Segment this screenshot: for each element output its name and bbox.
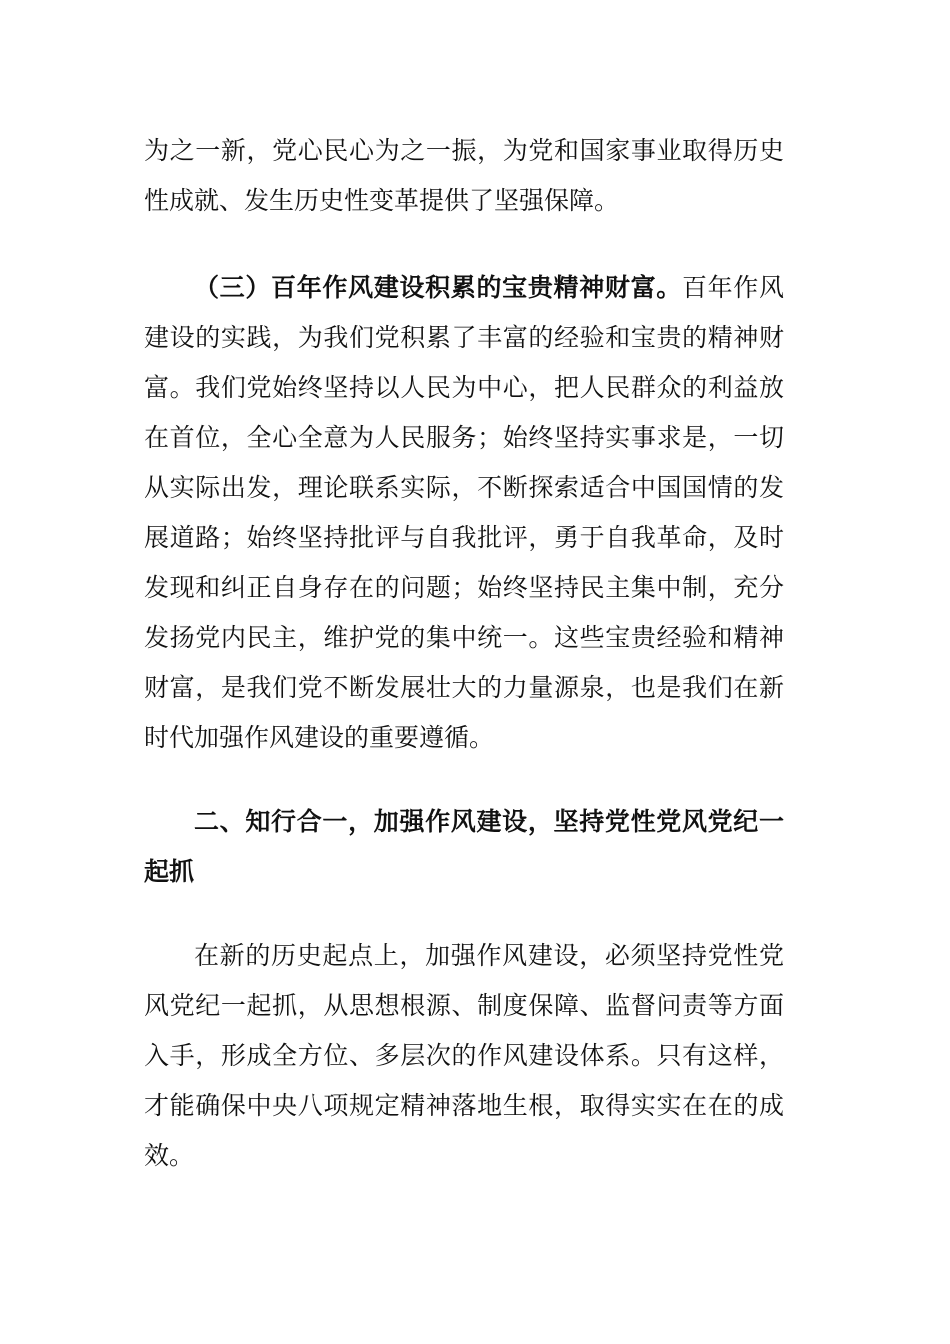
paragraph-body xyxy=(144,931,784,1181)
paragraph-text: 百年作风建设的实践，为我们党积累了丰富的经验和宝贵的精神财富。我们党始终坚持以人民为中心，把人民群众的利益放在首位，全心全意为人民服务；始终坚持实事求是，一切从实际出发，理论联系实际，不断探索适合中国国情的发展道路；始终坚持批评与自我批评，勇于自我革命，及时发现和纠正自身存在的问题；始终坚持民主集中制，充分发扬党内民主，维护党的集中统一。这些宝贵经验和精神财富，是我们党不断发展壮大的力量源泉，也是我们在新时代加强作风建设的重要遵循。 xyxy=(144,273,784,752)
section-heading-inline: （三）百年作风建设积累的宝贵精神财富。 xyxy=(194,273,682,302)
paragraph-section-three xyxy=(144,263,784,763)
section-heading-two xyxy=(144,797,784,897)
paragraph-continuation xyxy=(144,126,784,226)
paragraph-text: 在新的历史起点上，加强作风建设，必须坚持党性党风党纪一起抓，从思想根源、制度保障、监督问责等方面入手，形成全方位、多层次的作风建设体系。只有这样，才能确保中央八项规定精神落地生根，取得实实在在的成效。 xyxy=(144,941,784,1170)
paragraph-text: 为之一新，党心民心为之一振，为党和国家事业取得历史性成就、发生历史性变革提供了坚强保障。 xyxy=(144,136,784,215)
section-heading-text: 二、知行合一，加强作风建设，坚持党性党风党纪一起抓 xyxy=(144,807,784,886)
